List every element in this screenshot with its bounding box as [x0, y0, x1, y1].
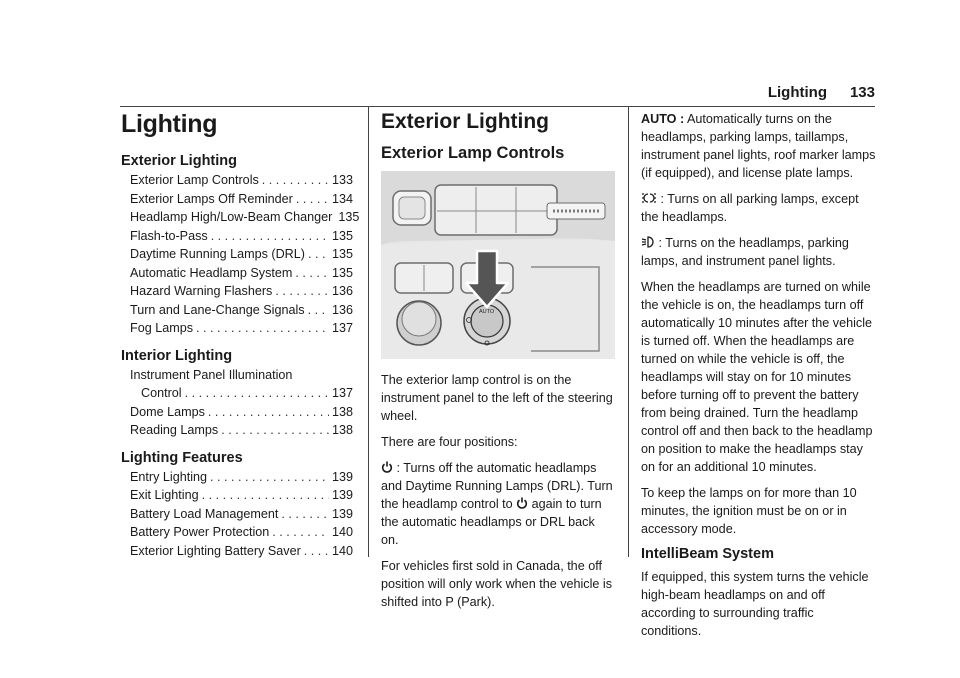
intellibeam-heading: IntelliBeam System [641, 546, 774, 562]
toc-entry[interactable]: Dome Lamps . . . 138 [121, 403, 353, 422]
toc-section-title: Interior Lighting [121, 347, 233, 364]
toc-entry[interactable]: Headlamp High/Low-Beam Changer 135 [130, 210, 360, 224]
headlamps-description: : Turns on the headlamps, parking lamps, and instrument panel lights. [641, 236, 849, 268]
toc-entry[interactable]: Control . . . 137 [121, 384, 353, 403]
main-column-2 [641, 110, 876, 648]
toc-entry[interactable]: Hazard Warning Flashers . . . 136 [121, 282, 353, 301]
auto-off-note: When the headlamps are turned on while the vehicle is on, the headlamps turn off automatically 10 minutes after the vehicle is turned off. When the headlamps are turned on while the vehicle is off, the headlamps will stay on for 10 minutes before turning off to prevent the battery from being drained. Turn the headlamp control off and then back to the headlamp on position to make the headlamps stay on for an additional 10 minutes. [641, 280, 873, 474]
toc-section [121, 450, 353, 561]
toc-section-title: Lighting Features [121, 449, 243, 466]
column-divider [368, 107, 369, 557]
off-position-description: : Turns off the automatic headlamps and Daytime Running Lamps (DRL). Turn the headlamp control to again to turn the automatic headlamps or DRL back on. [381, 461, 613, 547]
toc-entry[interactable]: Fog Lamps . . . 137 [121, 319, 353, 338]
header-rule [120, 106, 875, 107]
subsection-heading: Exterior Lamp Controls [381, 144, 565, 162]
toc-entry[interactable]: Daytime Running Lamps (DRL) . . . 135 [121, 245, 353, 264]
toc-entry[interactable]: Entry Lighting . . . 139 [121, 468, 353, 487]
toc-entry[interactable]: Exit Lighting . . . 139 [121, 486, 353, 505]
exterior-lamp-control-illustration [381, 171, 615, 359]
toc-section [121, 348, 353, 440]
chapter-toc [121, 110, 360, 570]
headlamp-icon [641, 236, 655, 248]
chapter-title: Lighting [121, 110, 218, 138]
toc-section-title: Exterior Lighting [121, 153, 237, 169]
main-column-1 [381, 110, 615, 619]
intellibeam-description: If equipped, this system turns the vehicle high-beam headlamps on and off according to surrounding traffic conditions. [641, 570, 869, 638]
toc-entry[interactable]: Battery Power Protection . . . 140 [121, 523, 353, 542]
toc-entry[interactable]: Reading Lamps . . . 138 [121, 421, 353, 440]
toc-entry[interactable]: Exterior Lamps Off Reminder . . . 134 [121, 190, 353, 209]
page-header [120, 84, 875, 100]
toc-entry-line1[interactable]: Instrument Panel Illumination [130, 367, 293, 382]
toc-section [121, 153, 360, 338]
positions-intro: There are four positions: [381, 435, 518, 449]
section-heading: Exterior Lighting [381, 110, 549, 133]
toc-entry[interactable]: Turn and Lane-Change Signals . . . 136 [121, 301, 353, 320]
toc-entry[interactable]: Battery Load Management . . . 139 [121, 505, 353, 524]
keep-on-note: To keep the lamps on for more than 10 minutes, the ignition must be on or in accessory mode. [641, 486, 857, 536]
auto-label: AUTO : [641, 112, 685, 126]
page-number: 133 [849, 84, 875, 101]
toc-entry[interactable]: Flash-to-Pass . . . 135 [121, 227, 353, 246]
header-title: Lighting [767, 84, 827, 101]
toc-entry[interactable]: Exterior Lamp Controls . . . 133 [121, 171, 353, 190]
parking-lamps-description: : Turns on all parking lamps, except the headlamps. [641, 192, 859, 224]
toc-entry[interactable]: Exterior Lighting Battery Saver . . . 140 [121, 542, 353, 561]
power-off-icon [516, 497, 528, 509]
knob-auto-label: AUTO [479, 309, 495, 315]
toc-entry[interactable]: Automatic Headlamp System . . . 135 [121, 264, 353, 283]
auto-position-description: AUTO : Automatically turns on the headlamps, parking lamps, taillamps, instrument panel lights, roof marker lamps (if equipped), and license plate lamps. [641, 112, 876, 180]
parking-lamp-icon [641, 192, 657, 204]
column-divider [628, 107, 629, 557]
intro-paragraph: The exterior lamp control is on the instrument panel to the left of the steering wheel. [381, 373, 613, 423]
power-off-icon [381, 461, 393, 473]
canada-note: For vehicles first sold in Canada, the off position will only work when the vehicle is shifted into P (Park). [381, 559, 612, 609]
